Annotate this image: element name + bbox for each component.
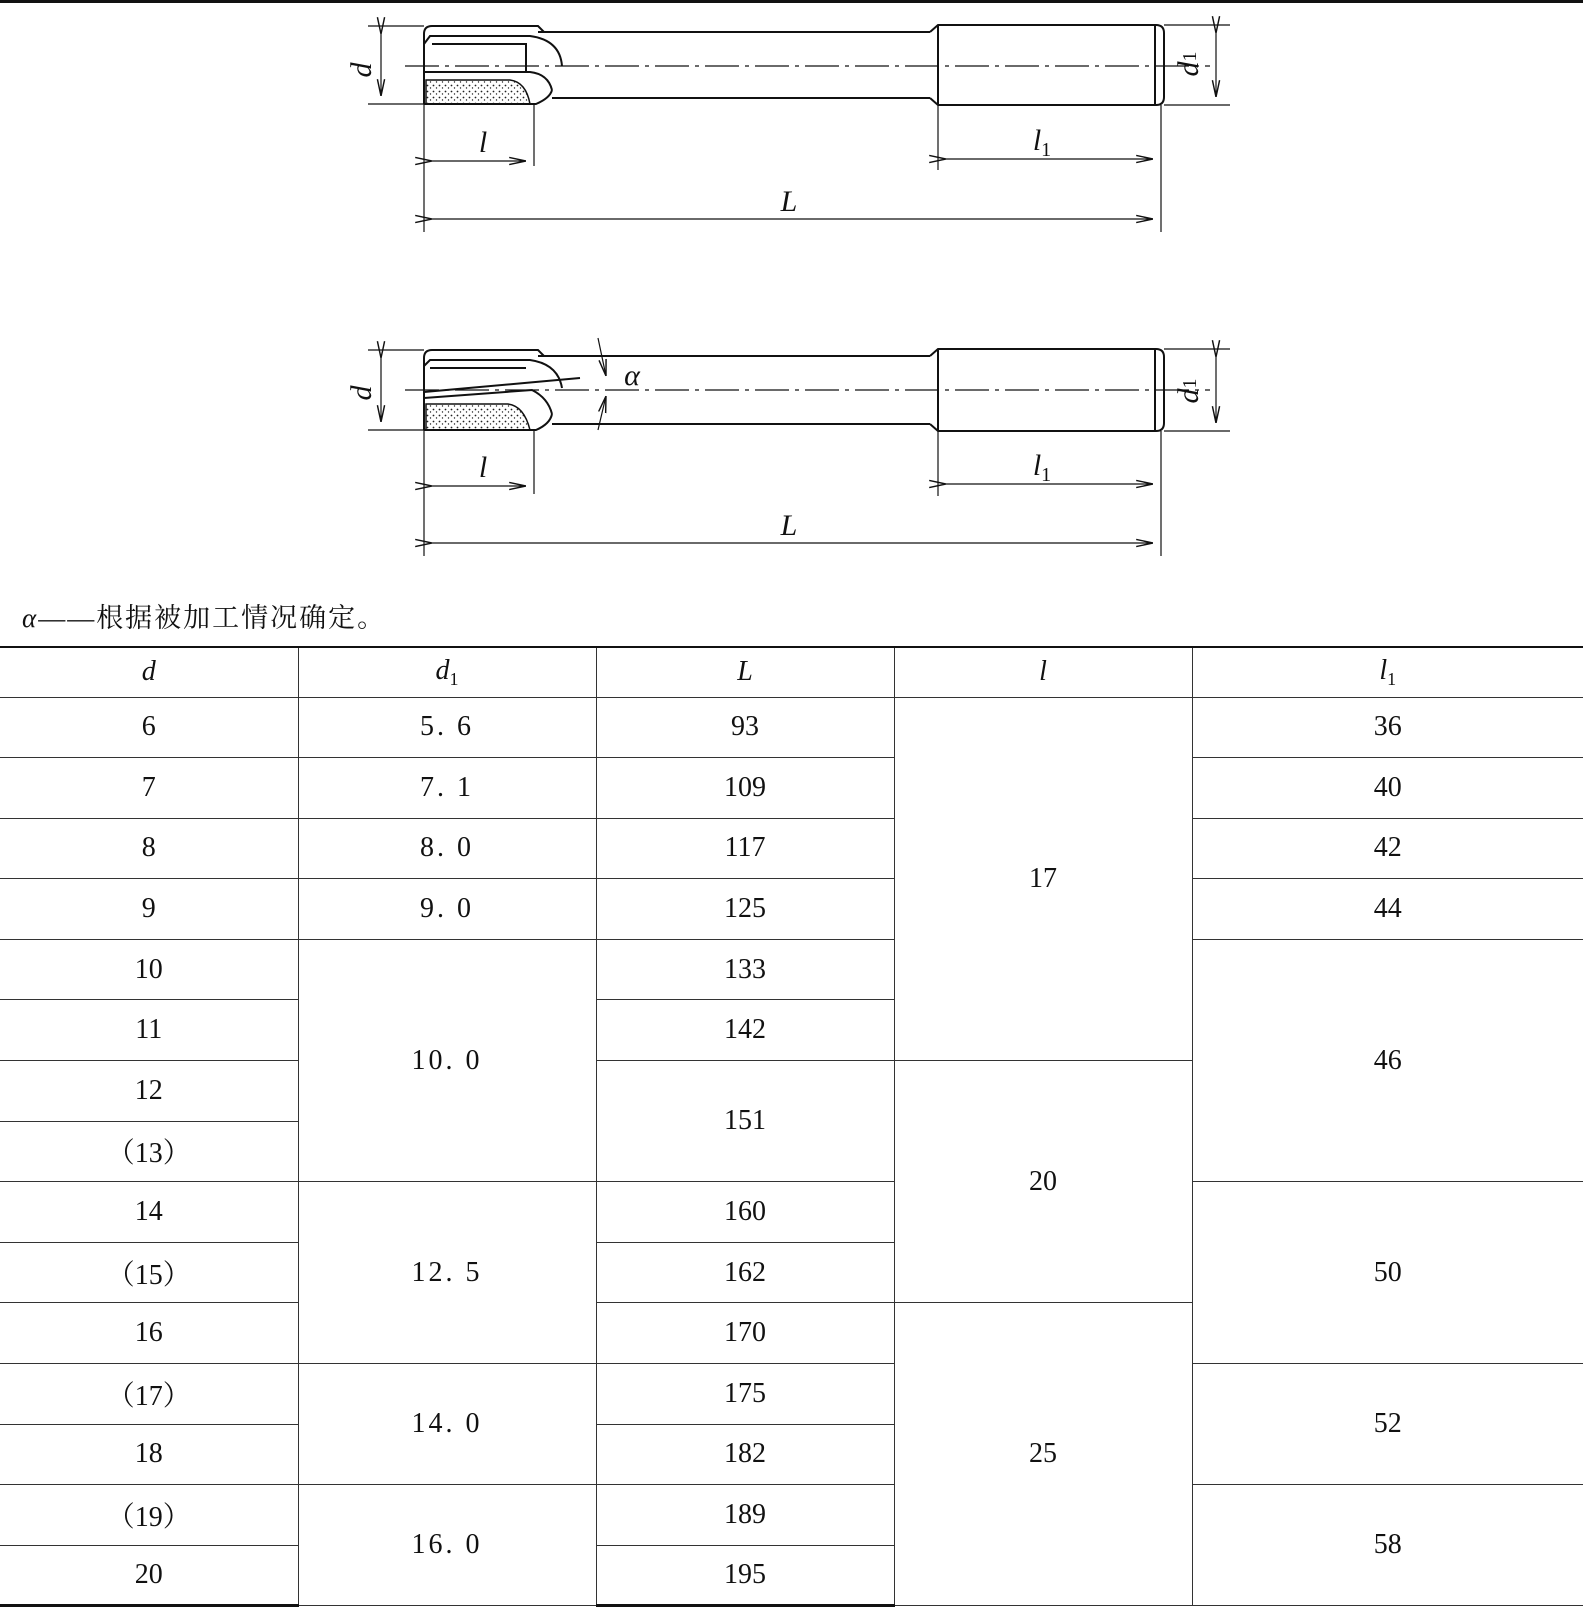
cell-l1: 50 (1192, 1182, 1583, 1364)
cell-L: 151 (596, 1061, 894, 1182)
cell-d: 6 (0, 697, 298, 758)
cell-l1: 52 (1192, 1364, 1583, 1485)
dimension-table (0, 646, 1583, 1607)
cell-d: （15） (0, 1242, 298, 1303)
label-l-bottom: l (478, 451, 488, 484)
drawing-straight-reamer (368, 25, 1230, 232)
cell-L: 160 (596, 1182, 894, 1243)
cell-L: 175 (596, 1364, 894, 1425)
cell-L: 133 (596, 939, 894, 1000)
label-d-bottom: d (345, 385, 378, 401)
table-row (0, 697, 1583, 758)
cell-d: （13） (0, 1121, 298, 1182)
header-d1: $d_1$ (298, 647, 596, 697)
alpha-symbol: α (22, 603, 39, 633)
cell-L: 170 (596, 1303, 894, 1364)
header-l1: $l_1$ (1192, 647, 1583, 697)
cell-d1: 5. 6 (298, 697, 596, 758)
label-L-bottom: L (780, 509, 798, 542)
cell-d: （19） (0, 1485, 298, 1546)
cell-l1: 40 (1192, 758, 1583, 819)
table-row (0, 758, 1583, 819)
label-l1-top: $l_1$ (1032, 124, 1052, 161)
cell-L: 195 (596, 1545, 894, 1606)
cell-d: 20 (0, 1545, 298, 1606)
header-l: l (894, 647, 1192, 697)
cell-l1: 44 (1192, 879, 1583, 940)
cell-l: 25 (894, 1303, 1192, 1606)
cell-l: 20 (894, 1061, 1192, 1303)
cell-d1: 7. 1 (298, 758, 596, 819)
cell-d: 16 (0, 1303, 298, 1364)
drawing-angled-reamer (368, 338, 1230, 556)
table-row (0, 1364, 1583, 1425)
label-d1-bottom: d1 (1172, 378, 1205, 404)
table-row (0, 879, 1583, 940)
label-L-top: L (780, 185, 798, 218)
table-header-row (0, 647, 1583, 697)
cell-L: 182 (596, 1424, 894, 1485)
cell-L: 109 (596, 758, 894, 819)
table-row (0, 818, 1583, 879)
label-alpha: α (624, 359, 640, 392)
cell-d: 14 (0, 1182, 298, 1243)
table-row (0, 939, 1583, 1000)
cell-d1: 9. 0 (298, 879, 596, 940)
cell-d1: 12. 5 (298, 1182, 596, 1364)
table-row (0, 1485, 1583, 1546)
cell-d: 11 (0, 1000, 298, 1061)
alpha-note (22, 596, 386, 635)
cell-l1: 46 (1192, 939, 1583, 1181)
cell-d1: 16. 0 (298, 1485, 596, 1606)
cell-l1: 36 (1192, 697, 1583, 758)
cell-d1: 8. 0 (298, 818, 596, 879)
cell-d1: 10. 0 (298, 939, 596, 1181)
cell-l1: 42 (1192, 818, 1583, 879)
cell-l: 17 (894, 697, 1192, 1061)
label-l-top: l (478, 126, 488, 159)
cell-l1: 58 (1192, 1485, 1583, 1606)
table-row (0, 1182, 1583, 1243)
cell-d: （17） (0, 1364, 298, 1425)
cell-L: 125 (596, 879, 894, 940)
label-d-top: d (345, 62, 378, 78)
cell-L: 117 (596, 818, 894, 879)
cell-d1: 14. 0 (298, 1364, 596, 1485)
cell-L: 93 (596, 697, 894, 758)
cell-d: 18 (0, 1424, 298, 1485)
cell-d: 10 (0, 939, 298, 1000)
reamer-drawings (0, 0, 1583, 590)
cell-d: 9 (0, 879, 298, 940)
label-d1-top: d1 (1172, 51, 1205, 77)
label-l1-bottom: $l_1$ (1032, 449, 1052, 486)
header-L: L (596, 647, 894, 697)
alpha-note-text: ——根据被加工情况确定。 (38, 603, 387, 633)
cell-d: 12 (0, 1061, 298, 1122)
cell-L: 162 (596, 1242, 894, 1303)
cell-L: 142 (596, 1000, 894, 1061)
cell-d: 7 (0, 758, 298, 819)
cell-L: 189 (596, 1485, 894, 1546)
header-d: d (0, 647, 298, 697)
cell-d: 8 (0, 818, 298, 879)
